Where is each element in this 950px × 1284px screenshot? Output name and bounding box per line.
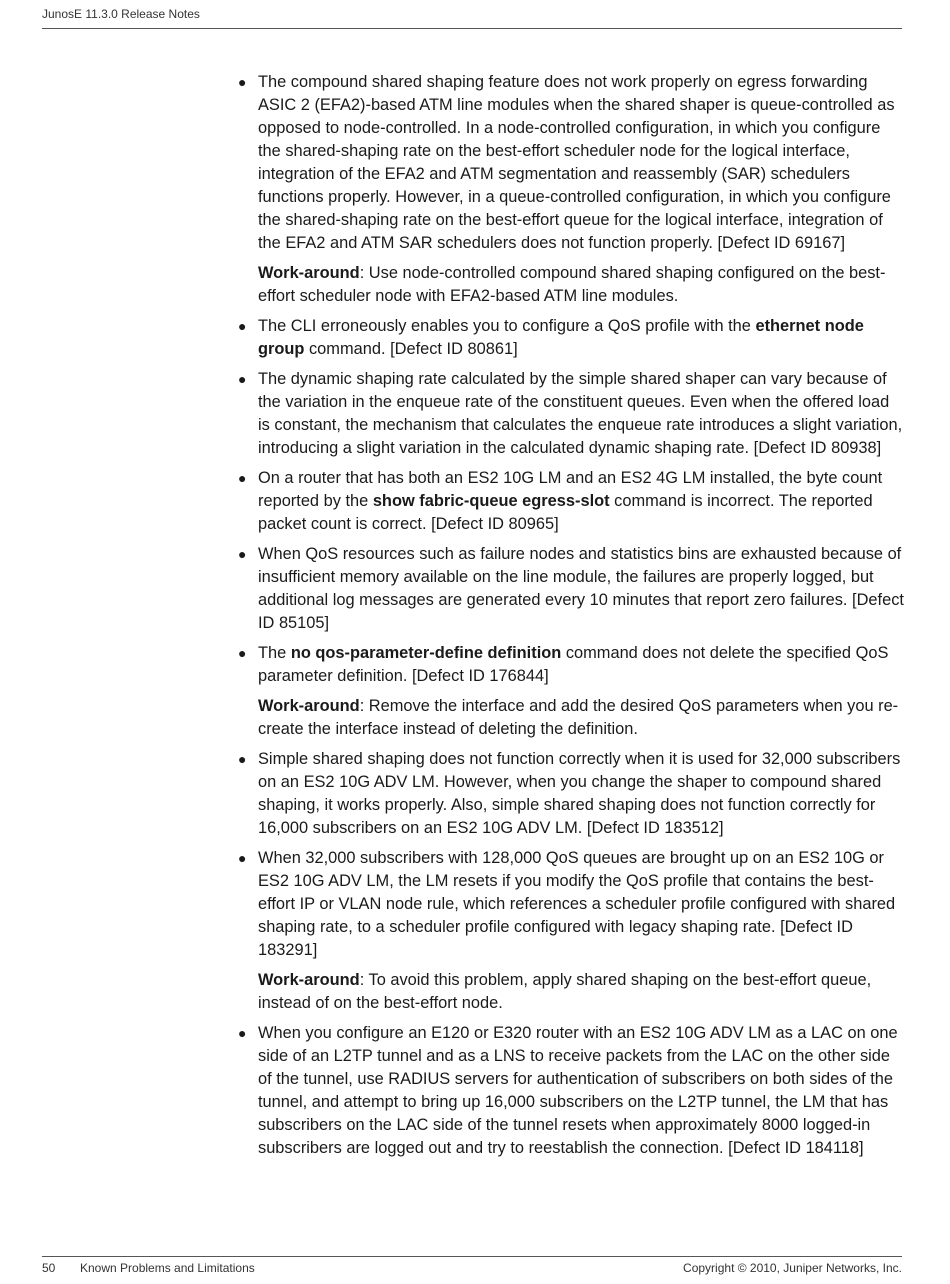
footer-divider — [42, 1256, 902, 1257]
workaround — [258, 262, 904, 308]
workaround-text: : Remove the interface and add the desired QoS parameters when you re-create the interface instead of deleting the definition. — [258, 697, 899, 738]
workaround-label: Work-around — [258, 971, 360, 989]
item-text: When you configure an E120 or E320 router with an ES2 10G ADV LM as a LAC on one side of an L2TP tunnel and as a LNS to receive packets from the LAC on the other side of the tunnel, use RADIUS servers for authentication of subscribers on both sides of the tunnel, and attempt to bring up 16,000 subscribers on the L2TP tunnel, the LM that has subscribers on the LAC side of the tunnel resets when approximately 8000 logged-in subscribers are logged out and try to reestablish the connection. [Defect ID 184118] — [258, 1024, 898, 1157]
workaround — [258, 695, 904, 741]
cli-command: show fabric-queue egress-slot — [372, 492, 610, 510]
item-text-pre: On a router that has both an ES2 10G LM and an ES2 4G LM installed, the byte count reported by the — [258, 469, 883, 510]
bullet-icon: ● — [238, 470, 247, 486]
page-number: 50 — [42, 1261, 56, 1275]
item-text-post: command. [Defect ID 80861] — [304, 340, 518, 358]
workaround-label: Work-around — [258, 697, 360, 715]
list-item — [238, 543, 904, 635]
cli-command: no qos-parameter-define definition — [290, 644, 562, 662]
list-item — [238, 315, 904, 361]
list-item — [238, 467, 904, 536]
workaround-label: Work-around — [258, 264, 360, 282]
workaround-text: : Use node-controlled compound shared shaping configured on the best-effort scheduler node with EFA2-based ATM line modules. — [258, 264, 886, 305]
item-text — [258, 642, 904, 688]
known-problems-list — [238, 71, 904, 1167]
footer-section-title: Known Problems and Limitations — [80, 1261, 255, 1275]
item-text-post: command does not delete the specified QoS parameter definition. [Defect ID 176844] — [258, 644, 889, 685]
bullet-icon: ● — [238, 371, 247, 387]
list-item — [238, 71, 904, 308]
item-text: The dynamic shaping rate calculated by the simple shared shaper can vary because of the variation in the enqueue rate of the constituent queues. Even when the offered load is constant, the mechanism that calculates the enqueue rate introduces a slight variation, introducing a slight variation in the calculated dynamic shaping rate. [Defect ID 80938] — [258, 370, 903, 457]
bullet-icon: ● — [238, 546, 247, 562]
list-item — [238, 847, 904, 1015]
item-text: When QoS resources such as failure nodes and statistics bins are exhausted because of insufficient memory available on the line module, the failures are properly logged, but additional log messages are generated every 10 minutes that report zero failures. [Defect ID 85105] — [258, 545, 904, 632]
workaround — [258, 969, 904, 1015]
footer-copyright: Copyright © 2010, Juniper Networks, Inc. — [683, 1261, 902, 1275]
bullet-icon: ● — [238, 850, 247, 866]
cli-command: ethernet node group — [258, 317, 864, 358]
item-text-pre: The CLI erroneously enables you to configure a QoS profile with the — [258, 317, 756, 335]
item-text — [258, 315, 904, 361]
header-divider — [42, 28, 902, 29]
item-text: The compound shared shaping feature does not work properly on egress forwarding ASIC 2 (EFA2)-based ATM line modules when the shared shaper is queue-controlled as opposed to node-controlled. In a node-controlled configuration, in which you configure the shared-shaping rate on the best-effort scheduler node for the logical interface, integration of the EFA2 and ATM segmentation and reassembly (SAR) schedulers functions properly. However, in a queue-controlled configuration, in which you configure the shared-shaping rate on the best-effort queue for the logical interface, integration of the EFA2 and ATM SAR schedulers does not function properly. [Defect ID 69167] — [258, 73, 895, 252]
workaround-text: : To avoid this problem, apply shared shaping on the best-effort queue, instead of on the best-effort node. — [258, 971, 872, 1012]
list-item — [238, 368, 904, 460]
bullet-icon: ● — [238, 645, 247, 661]
item-text: When 32,000 subscribers with 128,000 QoS queues are brought up on an ES2 10G or ES2 10G ADV LM, the LM resets if you modify the QoS profile that contains the best-effort IP or VLAN node rule, which references a scheduler profile configured with shared shaping rate, to a scheduler profile configured with legacy shaping rate. [Defect ID 183291] — [258, 849, 896, 959]
bullet-icon: ● — [238, 318, 247, 334]
item-text-post: command is incorrect. The reported packet count is correct. [Defect ID 80965] — [258, 492, 873, 533]
bullet-icon: ● — [238, 74, 247, 90]
page-header-title: JunosE 11.3.0 Release Notes — [42, 7, 200, 21]
item-text — [258, 467, 904, 536]
list-item — [238, 748, 904, 840]
item-text: Simple shared shaping does not function correctly when it is used for 32,000 subscribers on an ES2 10G ADV LM. However, when you change the shaper to compound shared shaping, it works properly. Also, simple shared shaping does not function correctly for 16,000 subscribers on an ES2 10G ADV LM. [Defect ID 183512] — [258, 750, 901, 837]
list-item — [238, 1022, 904, 1160]
item-text-pre: The — [258, 644, 291, 662]
bullet-icon: ● — [238, 751, 247, 767]
list-item — [238, 642, 904, 741]
bullet-icon: ● — [238, 1025, 247, 1041]
